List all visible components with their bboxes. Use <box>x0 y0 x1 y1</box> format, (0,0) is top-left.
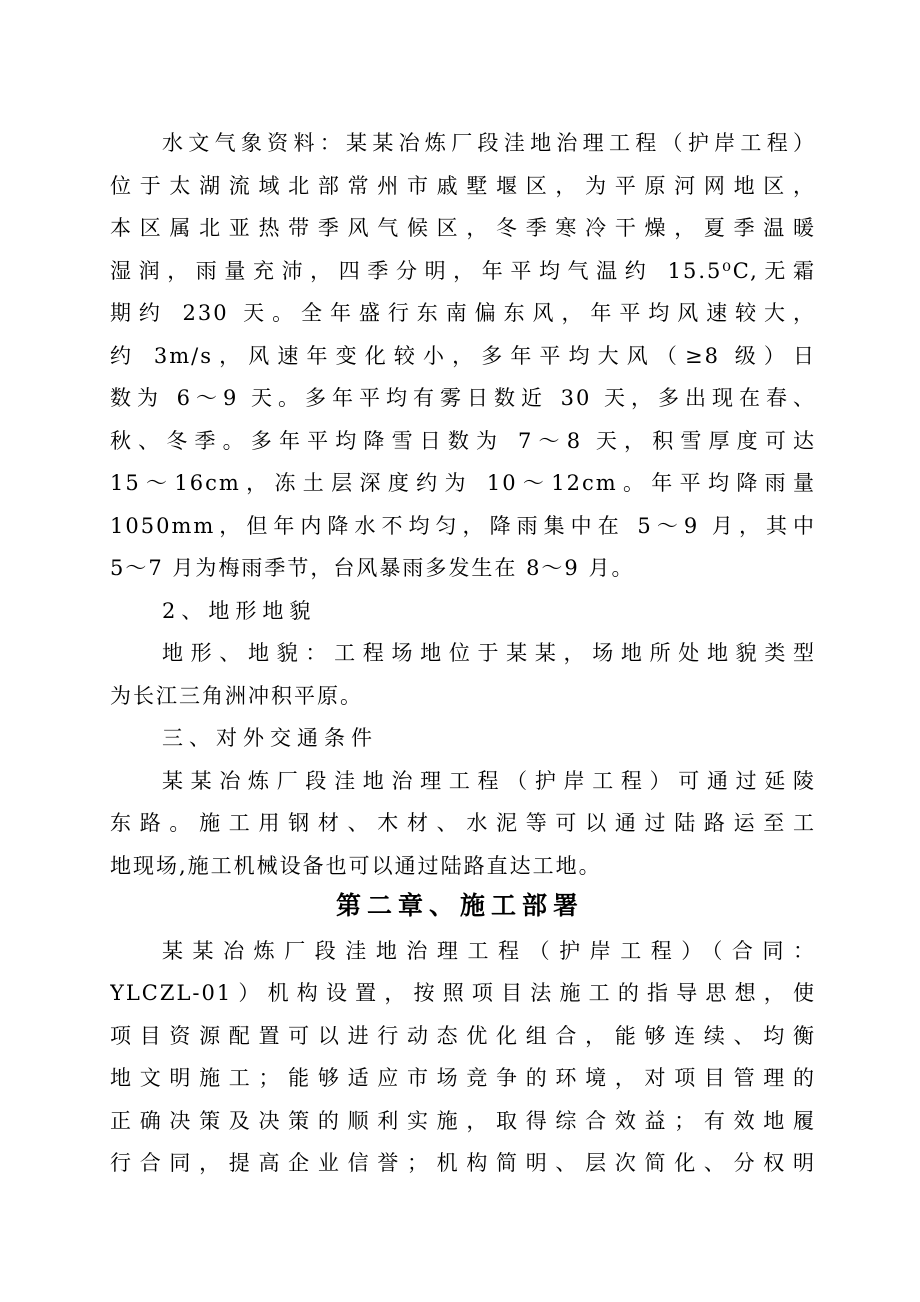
paragraph-line: 期约 230 天。全年盛行东南偏东风，年平均风速较大， <box>110 301 816 325</box>
paragraph-line: 地现场,施工机械设备也可以通过陆路直达工地。 <box>110 854 602 878</box>
paragraph-line: 本区属北亚热带季风气候区，冬季寒冷干燥，夏季温暖 <box>110 216 816 240</box>
paragraph-line: 行合同，提高企业信誉；机构简明、层次简化、分权明 <box>110 1151 816 1175</box>
paragraph-line: 秋、冬季。多年平均降雪日数为 7～8 天，积雪厚度可达 <box>110 429 816 453</box>
paragraph-line: 为长江三角洲冲积平原。 <box>110 684 363 708</box>
paragraph-line: 东路。施工用钢材、木材、水泥等可以通过陆路运至工 <box>110 811 816 835</box>
paragraph-line: YLCZL-01）机构设置，按照项目法施工的指导思想，使 <box>110 981 816 1005</box>
paragraph-line: 15～16cm，冻土层深度约为 10～12cm。年平均降雨量 <box>110 471 816 495</box>
paragraph-line: 位于太湖流域北部常州市戚墅堰区，为平原河网地区， <box>110 174 816 198</box>
paragraph-line: 某某冶炼厂段洼地治理工程（护岸工程）可通过延陵 <box>162 769 816 793</box>
paragraph-line: 5～7 月为梅雨季节，台风暴雨多发生在 8～9 月。 <box>110 556 635 580</box>
paragraph-line: 约 3m/s，风速年变化较小，多年平均大风（≥8 级）日 <box>110 344 816 368</box>
section-heading-terrain: 2、地形地貌 <box>162 599 317 623</box>
paragraph-line: 地文明施工；能够适应市场竞争的环境，对项目管理的 <box>110 1066 816 1090</box>
paragraph-line: 数为 6～9 天。多年平均有雾日数近 30 天，多出现在春、 <box>110 386 816 410</box>
paragraph-line: 正确决策及决策的顺利实施，取得综合效益；有效地履 <box>110 1109 816 1133</box>
chapter-title: 第二章、施工部署 <box>335 891 584 920</box>
paragraph-line: 项目资源配置可以进行动态优化组合，能够连续、均衡 <box>110 1024 816 1048</box>
paragraph-line: 湿润，雨量充沛，四季分明，年平均气温约 15.5⁰C,无霜 <box>110 259 816 283</box>
paragraph-line: 某某冶炼厂段洼地治理工程（护岸工程）（合同： <box>162 939 816 963</box>
paragraph-line: 1050mm，但年内降水不均匀，降雨集中在 5～9 月，其中 <box>110 514 816 538</box>
paragraph-line: 水文气象资料：某某冶炼厂段洼地治理工程（护岸工程） <box>162 131 816 155</box>
paragraph-line: 地形、地貌：工程场地位于某某，场地所处地貌类型 <box>162 641 816 665</box>
section-heading-traffic: 三、对外交通条件 <box>162 726 378 750</box>
